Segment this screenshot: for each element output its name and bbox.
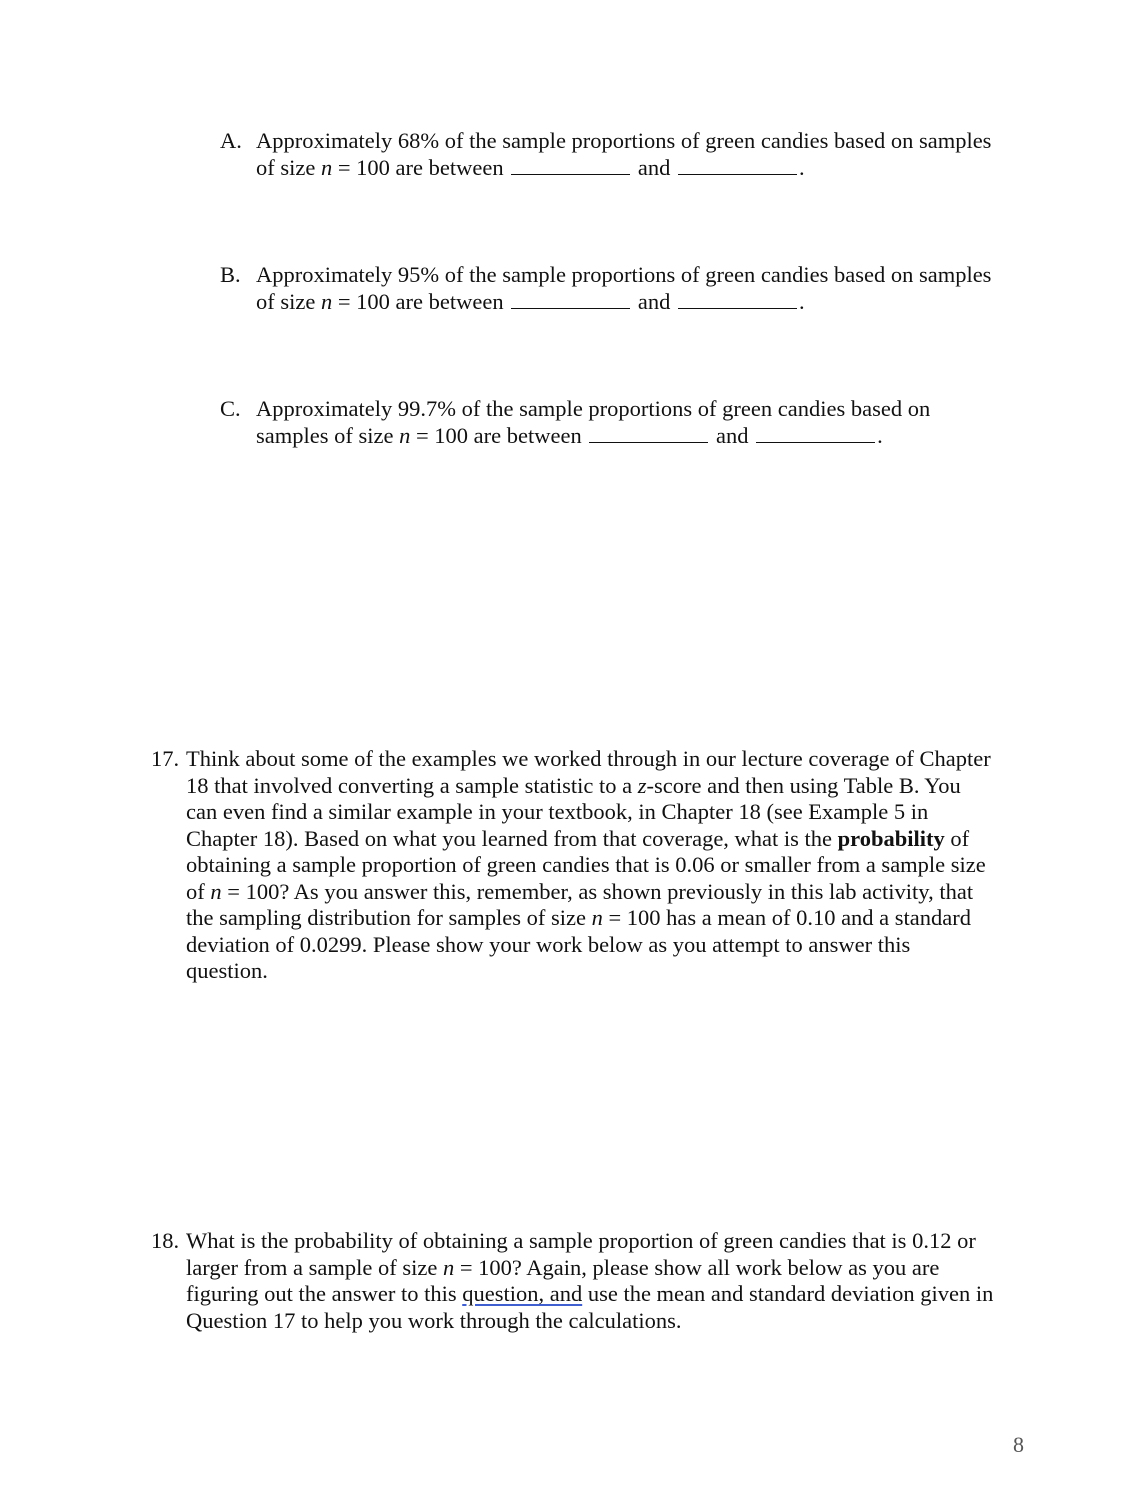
answer-blank-lower[interactable] (511, 156, 630, 175)
subquestion-label: B. (220, 262, 241, 287)
question-text: What is the probability of obtaining a sample proportion of green candies that is 0.12 or larger from a sample of size n = 100? Again, please show all work below as you are figuring out the answer to this question, and use the mean and standard deviation given in Question 17 to help you work through the calculations. (186, 1228, 994, 1333)
subquestion-text: Approximately 68% of the sample proportions of green candies based on samples of size n = 100 are between and . (256, 128, 992, 180)
subquestion-c (220, 396, 1040, 449)
subquestion-label: C. (220, 396, 241, 421)
subquestion-text: Approximately 99.7% of the sample proportions of green candies based on samples of size n = 100 are between and . (256, 396, 931, 448)
answer-blank-upper[interactable] (678, 156, 797, 175)
subquestion-b (220, 262, 1040, 315)
question-number: 18. (151, 1228, 180, 1253)
answer-blank-upper[interactable] (756, 424, 875, 443)
grammar-marked-text[interactable]: question, and (462, 1281, 583, 1306)
answer-blank-lower[interactable] (589, 424, 708, 443)
subquestion-label: A. (220, 128, 242, 153)
question-text: Think about some of the examples we worked through in our lecture coverage of Chapter 18 that involved converting a sample statistic to a z-score and then using Table B. You can even find a similar example in your textbook, in Chapter 18 (see Example 5 in Chapter 18). Based on what you learned from that coverage, what is the probability of obtaining a sample proportion of green candies that is 0.06 or smaller from a sample size of n = 100? As you answer this, remember, as shown previously in this lab activity, that the sampling distribution for samples of size n = 100 has a mean of 0.10 and a standard deviation of 0.0299. Please show your work below as you attempt to answer this question. (186, 746, 991, 983)
question-18 (151, 1228, 1051, 1334)
question-number: 17. (151, 746, 180, 771)
page-number: 8 (1013, 1432, 1024, 1457)
answer-blank-upper[interactable] (678, 290, 797, 309)
answer-blank-lower[interactable] (511, 290, 630, 309)
question-17 (151, 746, 1051, 985)
subquestion-text: Approximately 95% of the sample proportions of green candies based on samples of size n = 100 are between and . (256, 262, 992, 314)
subquestion-a (220, 128, 1040, 181)
